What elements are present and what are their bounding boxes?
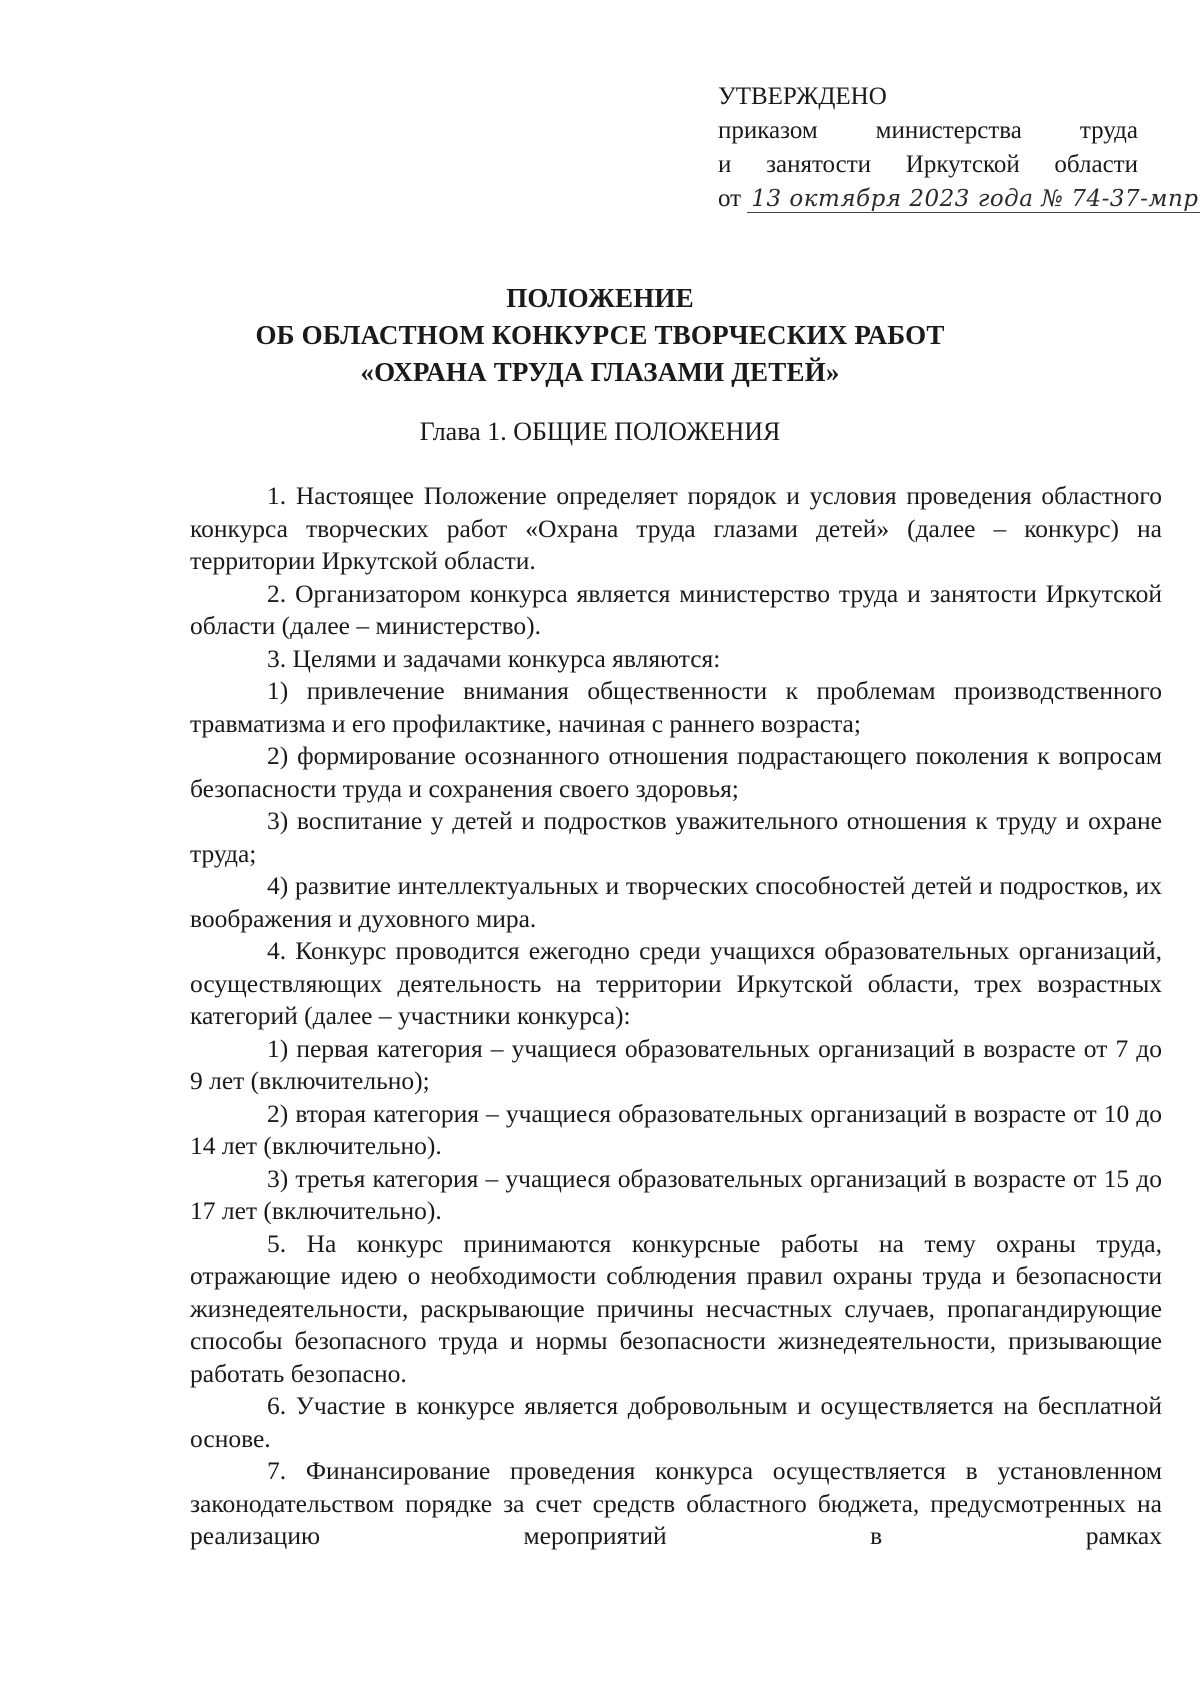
approval-line-1: приказом министерства труда bbox=[718, 117, 1138, 144]
approval-date-line bbox=[718, 182, 1199, 216]
paragraph-4: 4. Конкурс проводится ежегодно среди учащихся образовательных организаций, осуществляющих деятельность на территории Иркутской области, трех возрастных категорий (далее – участники конкурса): bbox=[190, 936, 1162, 1030]
title-line-3: «ОХРАНА ТРУДА ГЛАЗАМИ ДЕТЕЙ» bbox=[360, 357, 840, 387]
approval-line-2: и занятости Иркутской области bbox=[718, 151, 1138, 178]
handwritten-date-signature: 13 октября 2023 года № 74-37-мпр bbox=[747, 186, 1200, 213]
paragraph-7: 7. Финансирование проведения конкурса осуществляется в установленном законодательством порядке за счет средств областного бюджета, предусмотренных на реализацию мероприятий в рамках bbox=[190, 1456, 1162, 1550]
paragraph-4-item-1: 1) первая категория – учащиеся образовательных организаций в возрасте от 7 до 9 лет (включительно); bbox=[190, 1033, 1162, 1095]
title-line-1: ПОЛОЖЕНИЕ bbox=[506, 283, 694, 313]
title-line-2: ОБ ОБЛАСТНОМ КОНКУРСЕ ТВОРЧЕСКИХ РАБОТ bbox=[255, 320, 945, 350]
paragraph-3-item-3: 3) воспитание у детей и подростков уважительного отношения к труду и охране труда; bbox=[190, 806, 1162, 868]
chapter-heading: Глава 1. ОБЩИЕ ПОЛОЖЕНИЯ bbox=[419, 417, 781, 446]
paragraph-4-item-3: 3) третья категория – учащиеся образовательных организаций в возрасте от 15 до 17 лет (включительно). bbox=[190, 1163, 1162, 1225]
document-body bbox=[190, 480, 1162, 1553]
paragraph-6: 6. Участие в конкурсе является добровольным и осуществляется на бесплатной основе. bbox=[190, 1391, 1162, 1453]
document-title bbox=[0, 280, 1200, 391]
paragraph-2: 2. Организатором конкурса является министерство труда и занятости Иркутской области (далее – министерство). bbox=[190, 578, 1162, 640]
paragraph-4-item-2: 2) вторая категория – учащиеся образовательных организаций в возрасте от 10 до 14 лет (включительно). bbox=[190, 1098, 1162, 1160]
paragraph-3-item-1: 1) привлечение внимания общественности к проблемам производственного травматизма и его профилактике, начиная с раннего возраста; bbox=[190, 676, 1162, 738]
paragraph-3-item-4: 4) развитие интеллектуальных и творческих способностей детей и подростков, их воображения и духовного мира. bbox=[190, 871, 1162, 933]
paragraph-5: 5. На конкурс принимаются конкурсные работы на тему охраны труда, отражающие идею о необходимости соблюдения правил охраны труда и безопасности жизнедеятельности, раскрывающие причины несчастных случаев, пропагандирующие способы безопасного труда и нормы безопасности жизнедеятельности, призывающие работать безопасно. bbox=[190, 1228, 1162, 1388]
paragraph-3: 3. Целями и задачами конкурса являются: bbox=[267, 643, 721, 673]
approval-block bbox=[718, 80, 1199, 216]
approval-date-prefix: от bbox=[718, 185, 742, 212]
paragraph-1: 1. Настоящее Положение определяет порядок и условия проведения областного конкурса творческих работ «Охрана труда глазами детей» (далее – конкурс) на территории Иркутской области. bbox=[190, 481, 1162, 575]
paragraph-3-item-2: 2) формирование осознанного отношения подрастающего поколения к вопросам безопасности труда и сохранения своего здоровья; bbox=[190, 741, 1162, 803]
approval-heading: УТВЕРЖДЕНО bbox=[718, 83, 887, 110]
